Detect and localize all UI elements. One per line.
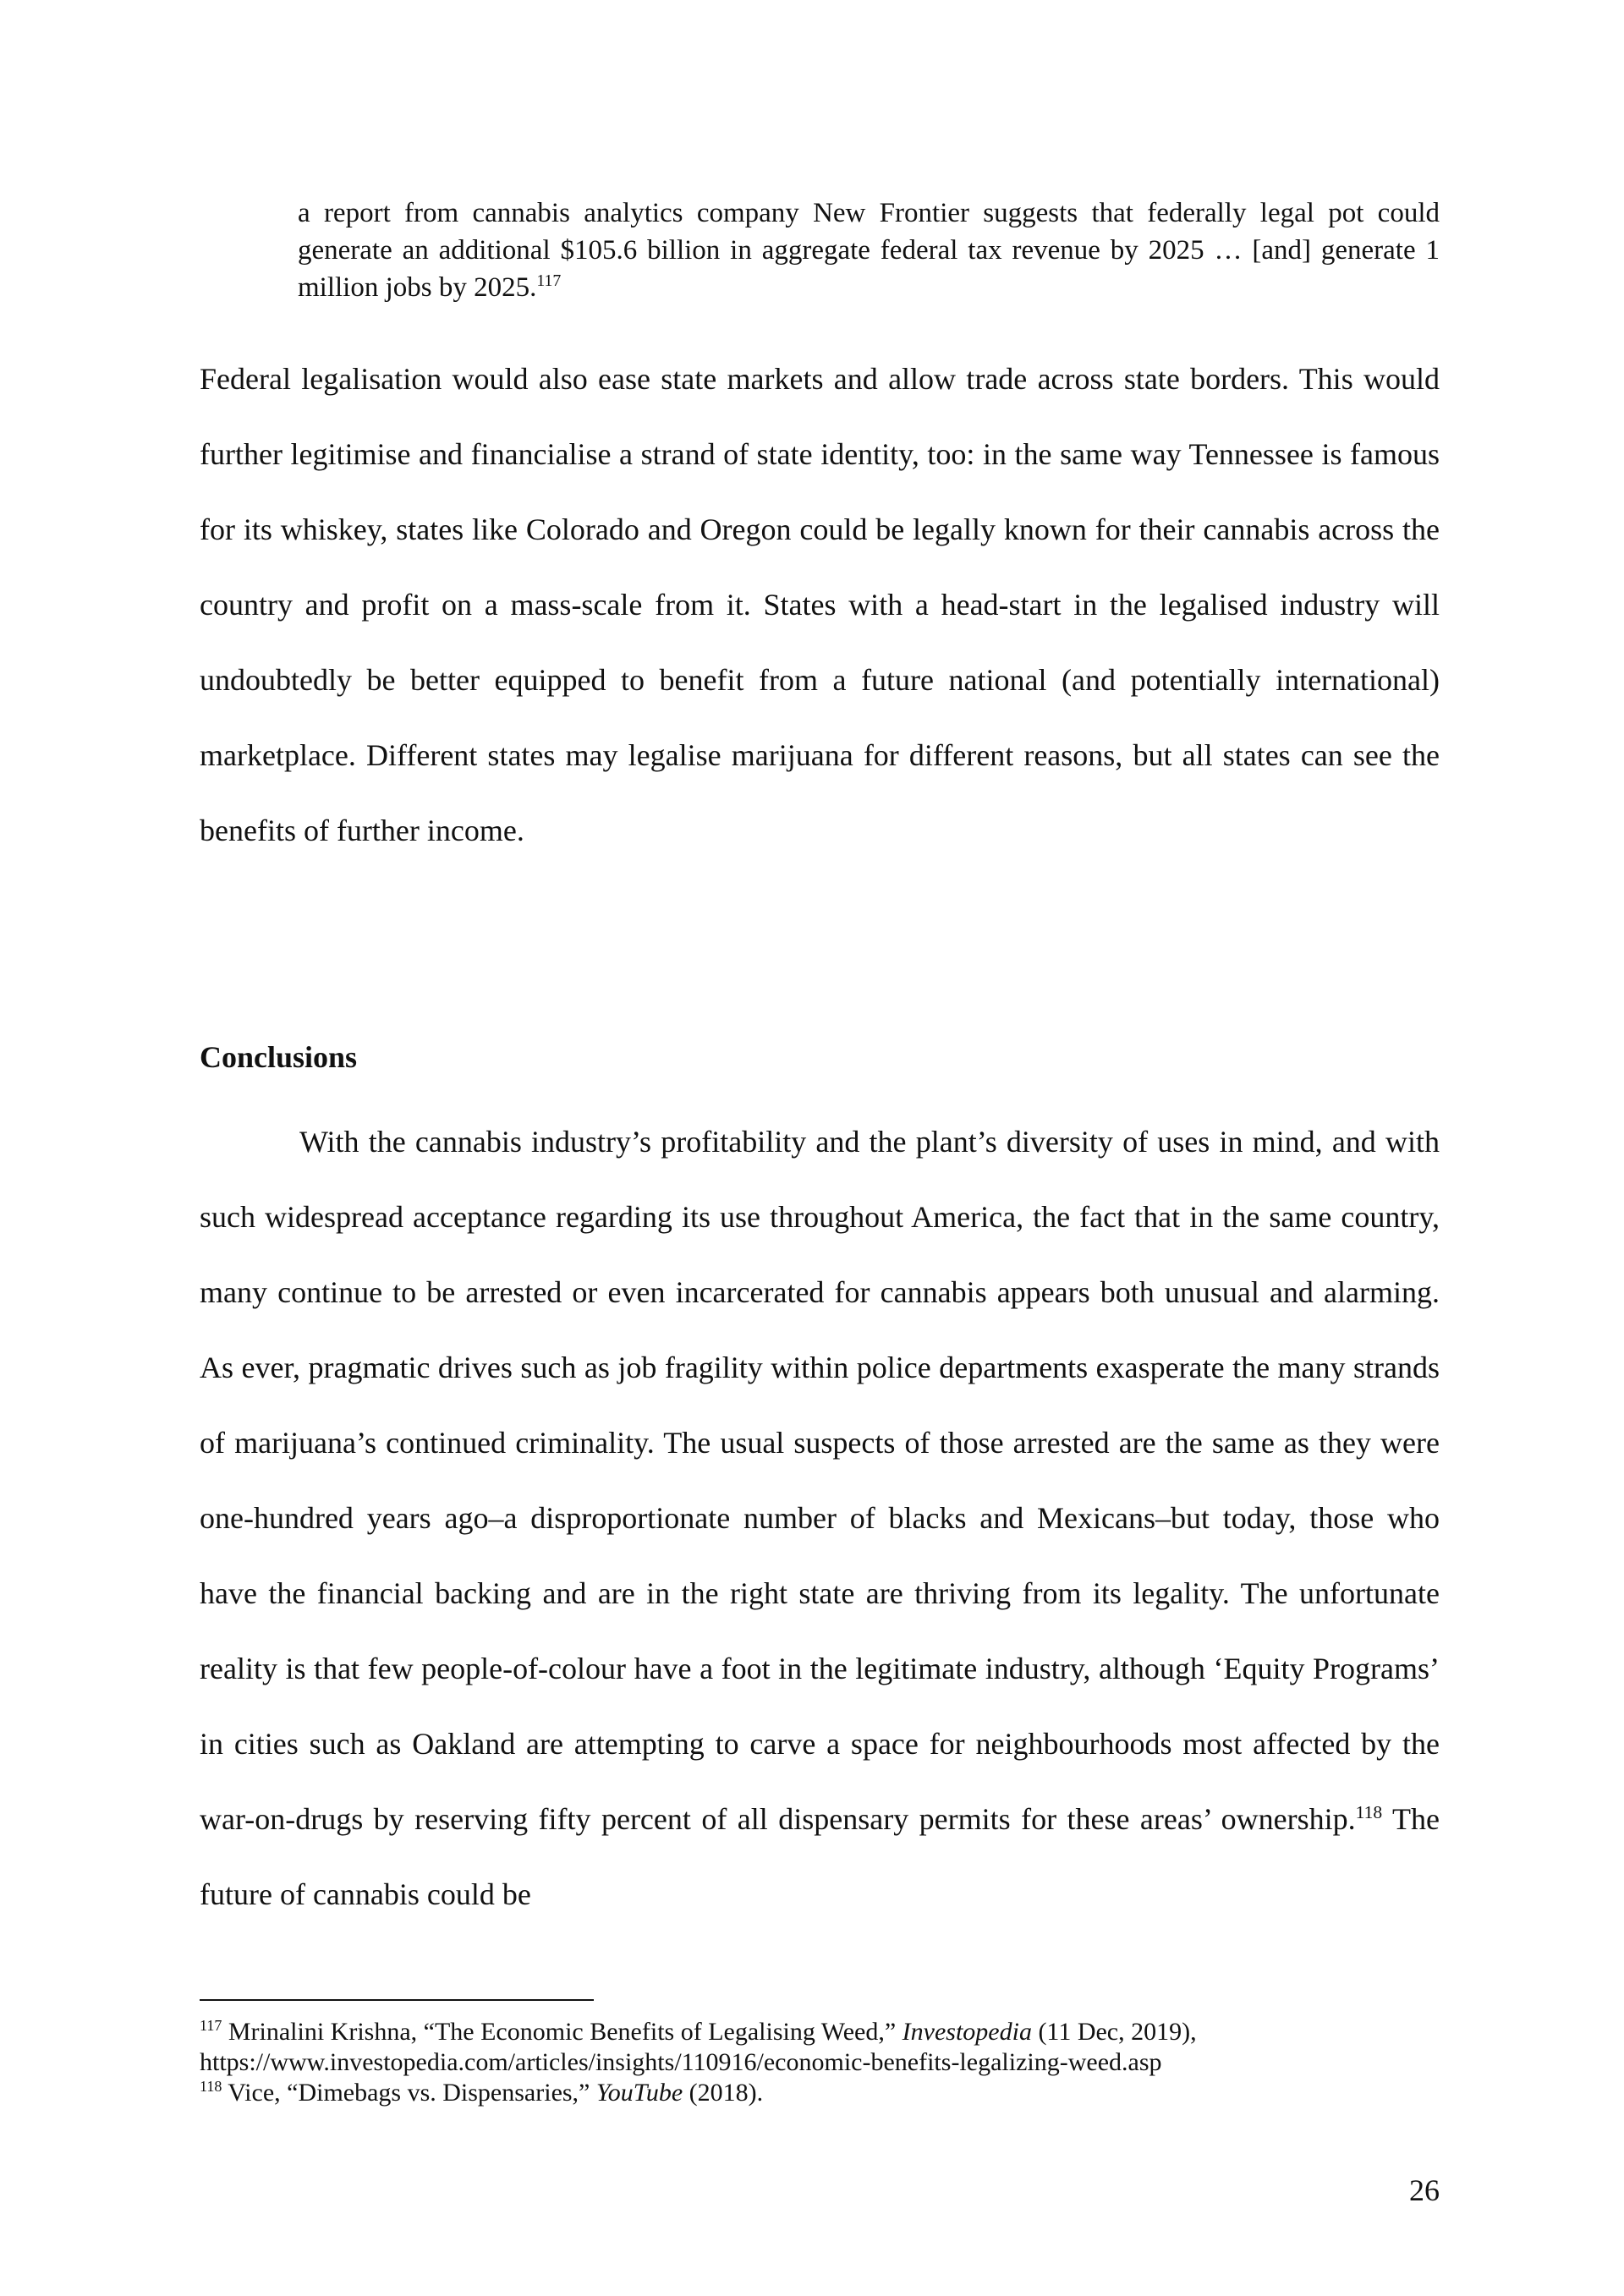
footnote-ref-118[interactable]: 118 (1355, 1802, 1383, 1822)
footnote-117 (200, 2017, 1451, 2078)
paragraph-text: With the cannabis industry’s profitability and the plant’s diversity of uses in mind, and with such widespread acceptance regarding its use throughout America, the fact that in the same country, many continue to be arrested or even incarcerated for cannabis appears both unusual and alarming. As ever, pragmatic drives such as job fragility within police departments exasperate the many strands of marijuana’s continued criminality. The usual suspects of those arrested are the same as they were one-hundred years ago–a disproportionate number of blacks and Mexicans–but today, those who have the financial backing and are in the right state are thriving from its legality. The unfortunate reality is that few people-of-colour have a foot in the legitimate industry, although ‘Equity Programs’ in cities such as Oakland are attempting to carve a space for neighbourhoods most affected by the war-on-drugs by reserving fifty percent of all dispensary permits for these areas’ ownership. (200, 1125, 1440, 1836)
footnote-text: Vice, “Dimebags vs. Dispensaries,” (222, 2079, 596, 2107)
paragraph-federal-legalisation (200, 342, 1440, 869)
paragraph-continuation: The future of cannabis could be (200, 1802, 1440, 1911)
paragraph-conclusions (200, 1104, 1440, 1932)
page-number: 26 (1409, 2173, 1440, 2207)
footnote-118 (200, 2078, 1451, 2108)
footnote-text: Mrinalini Krishna, “The Economic Benefits of Legalising Weed,” (222, 2018, 903, 2046)
footnote-number: 117 (200, 2017, 222, 2034)
footnote-source-title: Investopedia (902, 2018, 1032, 2046)
footnote-number: 118 (200, 2078, 222, 2095)
footnote-source-title: YouTube (595, 2079, 683, 2107)
footnote-ref-117[interactable]: 117 (536, 271, 562, 290)
footnote-divider (200, 1999, 594, 2001)
block-quote (298, 195, 1440, 306)
footnote-url-link[interactable]: https://www.investopedia.com/articles/insights/110916/economic-benefits-legalizing-weed.asp (200, 2048, 1162, 2076)
paragraph-text: Federal legalisation would also ease state markets and allow trade across state borders. This would further legitimise and financialise a strand of state identity, too: in the same way Tennessee is famous for its whiskey, states like Colorado and Oregon could be legally known for their cannabis across the country and profit on a mass-scale from it. States with a head-start in the legalised industry will undoubtedly be better equipped to benefit from a future national (and potentially international) marketplace. Different states may legalise marijuana for different reasons, but all states can see the benefits of further income. (200, 362, 1440, 847)
section-heading-conclusions: Conclusions (200, 1040, 358, 1074)
footnote-date: (2018). (683, 2079, 764, 2107)
footnote-date: (11 Dec, 2019), (1031, 2018, 1197, 2046)
block-quote-text: a report from cannabis analytics company New Frontier suggests that federally legal pot could generate an additional $105.6 billion in aggregate federal tax revenue by 2025 … [and] generate 1 million jobs by 2025. (298, 198, 1440, 303)
footnotes (200, 2017, 1451, 2108)
